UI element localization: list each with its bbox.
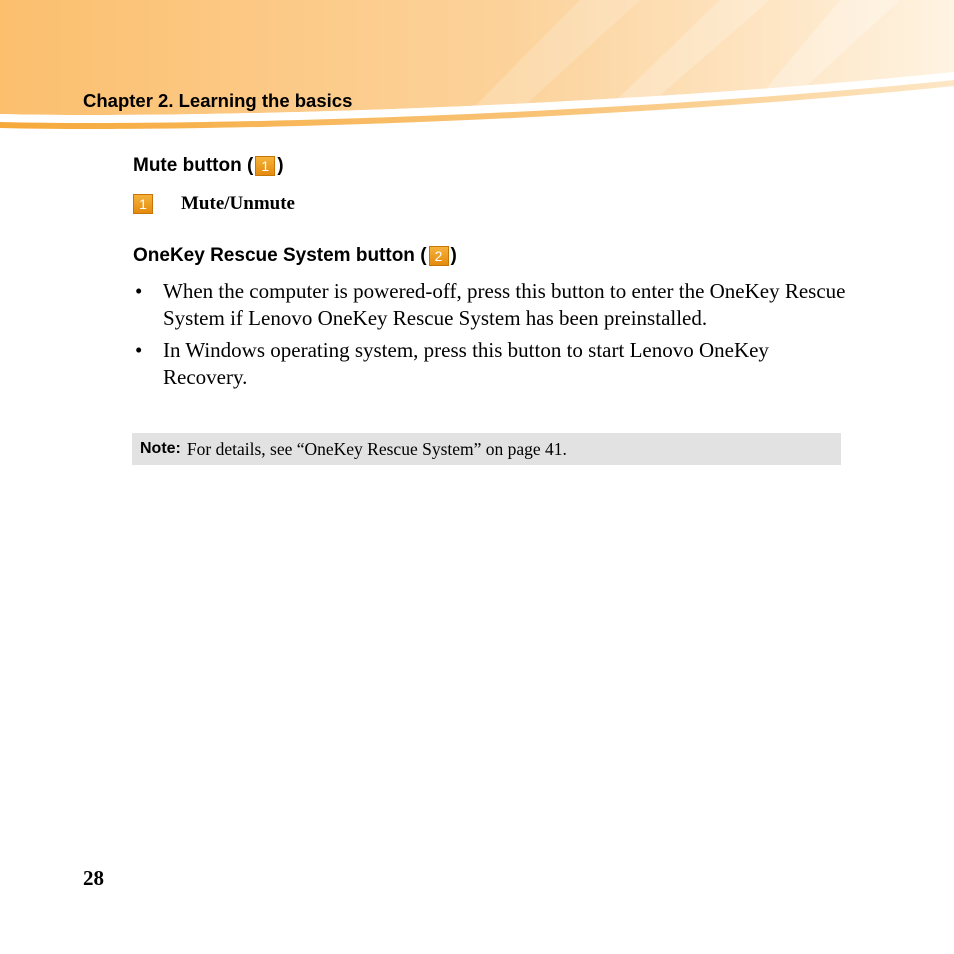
rescue-heading-prefix: OneKey Rescue System button ( (133, 245, 427, 266)
mute-heading-prefix: Mute button ( (133, 155, 254, 176)
bullet-icon: • (135, 279, 143, 303)
mute-unmute-label: Mute/Unmute (181, 193, 295, 214)
note-label: Note: (140, 440, 181, 457)
callout-badge-2: 2 (429, 246, 449, 266)
page-number: 28 (83, 866, 104, 890)
callout-badge-1: 1 (255, 156, 275, 176)
mute-item (133, 193, 295, 215)
mute-heading-suffix: ) (277, 155, 284, 176)
mute-button-heading (133, 155, 284, 177)
rescue-heading-suffix: ) (450, 245, 457, 266)
bullet-text: When the computer is powered-off, press this button to enter the OneKey Rescue System if Lenovo OneKey Rescue System has been preinstalled. (163, 279, 846, 330)
bullet-icon: • (135, 338, 143, 362)
list-item (133, 337, 853, 390)
rescue-bullet-list (133, 278, 853, 396)
note-text: For details, see “OneKey Rescue System” on page 41. (186, 438, 567, 459)
bullet-text: In Windows operating system, press this button to start Lenovo OneKey Recovery. (163, 338, 769, 389)
callout-badge-1: 1 (133, 194, 153, 214)
note-box (132, 433, 841, 465)
onekey-rescue-heading (133, 245, 457, 267)
header-band (0, 0, 954, 140)
chapter-title: Chapter 2. Learning the basics (83, 90, 353, 111)
list-item (133, 278, 853, 331)
